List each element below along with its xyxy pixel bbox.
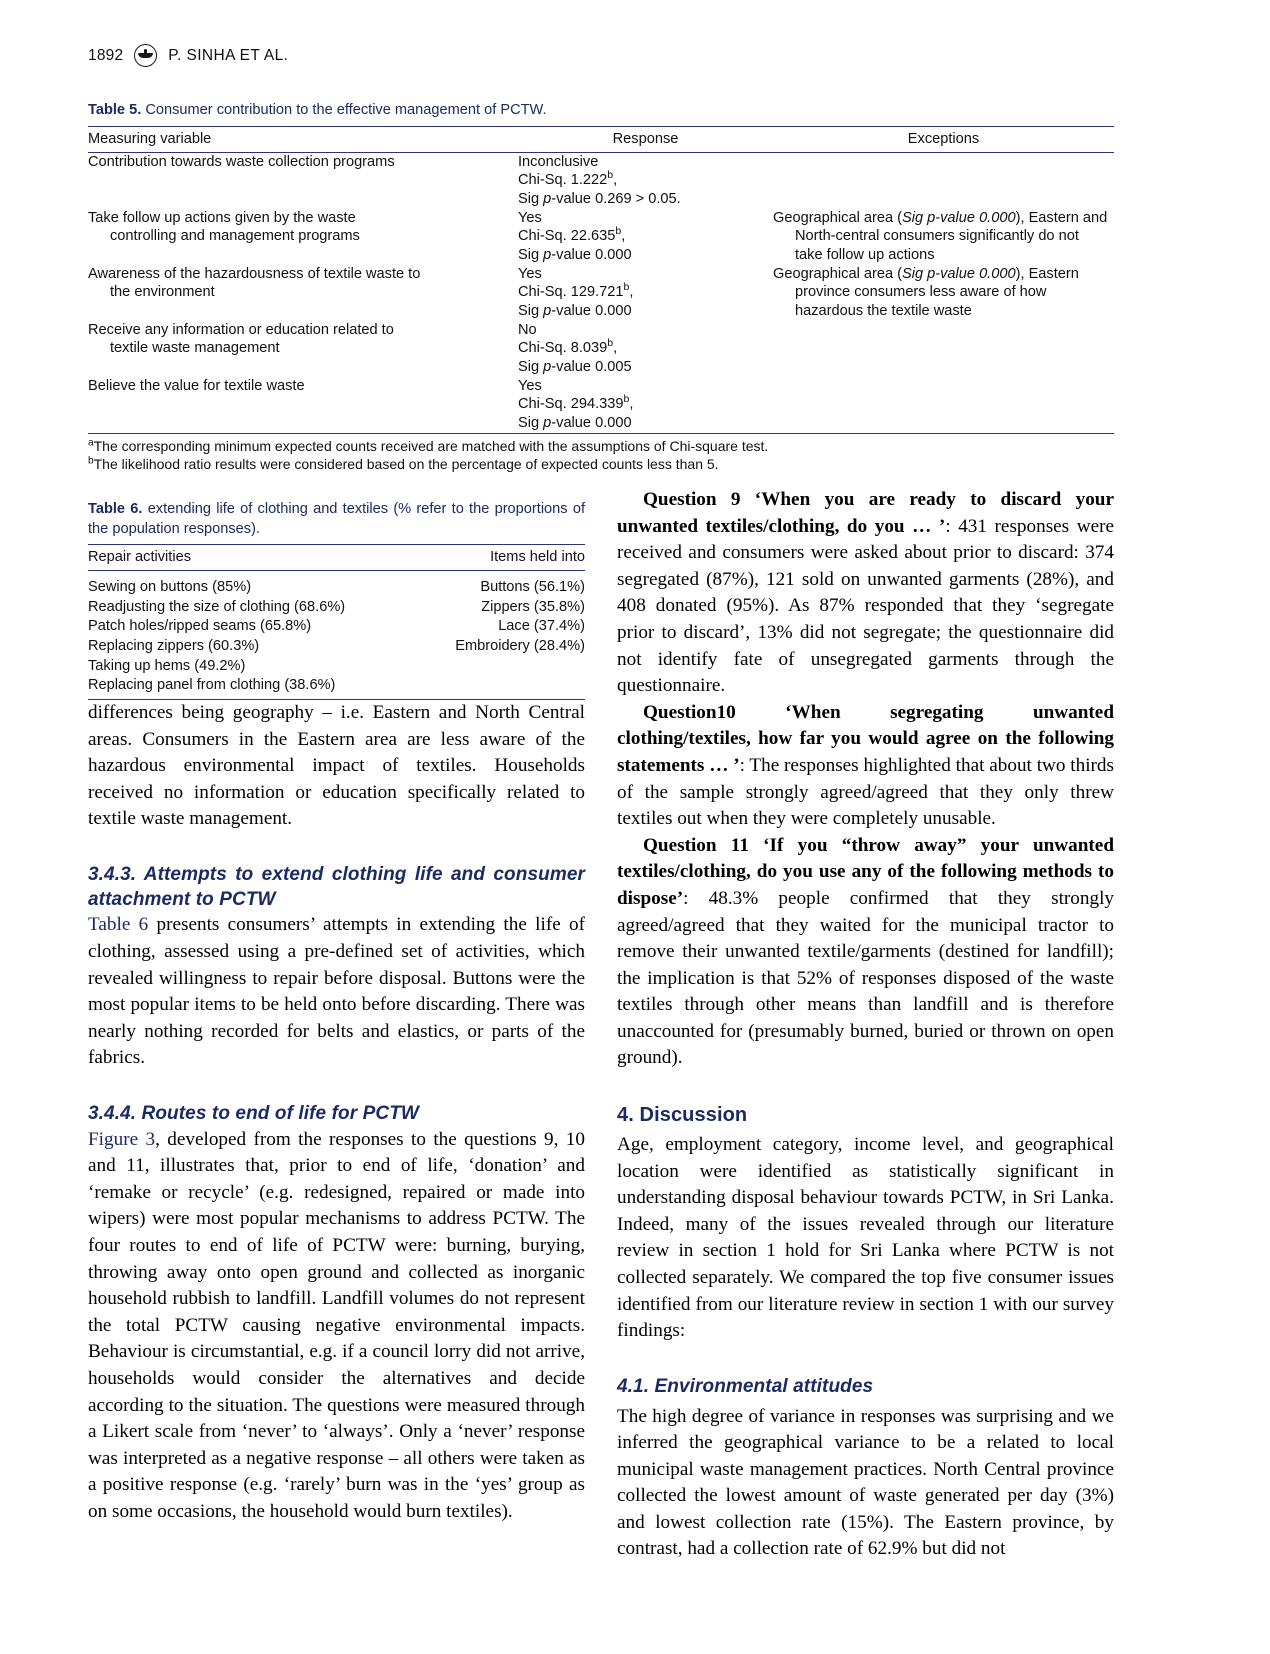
table-5-caption [88, 101, 1114, 121]
repair-activity: Patch holes/ripped seams (65.8%) [88, 618, 312, 635]
item-held-into [420, 656, 585, 676]
table-row [88, 637, 585, 657]
footnote-a-marker: a [88, 436, 94, 448]
paragraph-question-9 [617, 487, 1114, 700]
footnote-a [88, 437, 1114, 456]
response-value: Yes [518, 377, 542, 394]
table-6-caption-text: extending life of clothing and textiles (% refer to the proportions of the population responses). [88, 501, 586, 537]
table-5-exception-cell [773, 377, 1114, 433]
table-5-response-cell [518, 377, 773, 433]
footnote-b [88, 455, 1114, 474]
footnote-marker: b [615, 225, 622, 238]
heading-4-discussion: 4. Discussion [617, 1104, 748, 1127]
item-held-into: Buttons (56.1%) [480, 579, 585, 596]
repair-activity: Taking up hems (49.2%) [88, 657, 246, 674]
table-6-label: Table 6. [88, 501, 143, 517]
footnote-marker: b [623, 281, 630, 294]
response-sig: Sig p-value 0.000 [518, 302, 632, 319]
item-held-into [420, 676, 585, 699]
heading-3-4-3: 3.4.3. Attempts to extend clothing life and consumer attachment to PCTW [88, 863, 585, 910]
table-row [88, 377, 1114, 433]
response-chi-sq: Chi-Sq. 1.222$^b$, [518, 169, 618, 189]
paragraph-3-4-3 [88, 912, 585, 1072]
response-chi-sq: Chi-Sq. 8.039$^b$, [518, 337, 618, 357]
repair-activity: Sewing on buttons (85%) [88, 579, 252, 596]
table-5-exception-cell [773, 209, 1114, 265]
journal-logo-icon [134, 44, 157, 67]
running-head [88, 44, 288, 67]
footnote-marker: b [623, 393, 630, 406]
table-row [88, 265, 1114, 321]
table-5-variable-cell [88, 377, 518, 433]
item-held-into: Embroidery (28.4%) [455, 638, 585, 655]
table-5-response-cell [518, 265, 773, 321]
variable-line-2: controlling and management programs [110, 228, 360, 245]
response-value: Yes [518, 209, 542, 226]
table-row [88, 656, 585, 676]
exception-line-1: Geographical area (Sig p-value 0.000), Eastern [773, 265, 1079, 282]
question-9-text: : 431 responses were received and consumers were asked about prior to discard: 374 segregated (87%), 121 sold on unwanted garments (28%), and 408 donated (95%). As 87% responded that they ‘segregate prior to discard’, 13% did not segregate; the questionnaire did not identify fate of unsegregated garments through the questionnaire. [617, 515, 1114, 697]
table-row [88, 152, 1114, 209]
table-6-col-items-held-into: Items held into [420, 545, 585, 571]
footnote-b-marker: b [88, 455, 94, 467]
table-5-variable-cell [88, 265, 518, 321]
table-6-header-row [88, 545, 585, 571]
footnote-marker: b [607, 337, 614, 350]
question-9-label: Question 9 ‘When you are ready to discard your unwanted textiles/clothing, do you … ’ [617, 489, 1114, 537]
variable-line-1: Contribution towards waste collection programs [88, 153, 395, 170]
table-5-response-cell [518, 209, 773, 265]
page-number: 1892 [88, 46, 124, 64]
paragraph-discussion: Age, employment category, income level, and geographical location were identified as statistically significant in understanding disposal behaviour towards PCTW, in Sri Lanka. Indeed, many of the issues revealed through our literature review in section 1 hold for Sri Lanka where PCTW is not collected separately. We compared the top five consumer issues identified from our literature review in section 1 with our survey findings: [617, 1134, 1114, 1342]
footnote-a-text: The corresponding minimum expected counts received are matched with the assumptions of Chi-square test. [93, 437, 769, 454]
paragraph-3-4-4 [88, 1127, 585, 1526]
variable-line-1: Believe the value for textile waste [88, 377, 305, 394]
response-value: Yes [518, 265, 542, 282]
table-5-response-cell [518, 152, 773, 209]
exception-line-3: take follow up actions [795, 246, 935, 263]
table-row [88, 676, 585, 699]
response-value: Inconclusive [518, 153, 599, 170]
paragraph-3-4-4-text: , developed from the responses to the questions 9, 10 and 11, illustrates that, prior to end of life, ‘donation’ and ‘remake or recycle’ (e.g. redesigned, repaired or made into wipers) were most popular mechanisms to address PCTW. The four routes to end of life of PCTW were: burning, burying, throwing away onto open ground and collected as inorganic household rubbish to landfill. Landfill volumes do not represent the total PCTW causing negative environmental impacts. Behaviour is circumstantial, e.g. if a council lorry did not arrive, households would consider the alternatives and decide according to the situation. The questions were measured through a Likert scale from ‘never’ to ‘always’. Only a ‘never’ response was interpreted as a negative response – all others were taken as a positive response (e.g. ‘rarely’ burn was in the ‘yes’ group as on some occasions, the household would burn textiles). [88, 1128, 585, 1522]
table-row [88, 597, 585, 617]
paragraph-question-10 [617, 700, 1114, 833]
table-5-col-exceptions: Exceptions [773, 126, 1114, 152]
response-chi-sq: Chi-Sq. 129.721$^b$, [518, 281, 634, 301]
response-value: No [518, 321, 537, 338]
repair-activity: Replacing zippers (60.3%) [88, 638, 260, 655]
variable-line-2: the environment [110, 284, 215, 301]
body-column-right [617, 487, 1114, 1563]
heading-4-1: 4.1. Environmental attitudes [617, 1375, 874, 1397]
question-10-text: : The responses highlighted that about two thirds of the sample strongly agreed/agreed that they only threw textiles out when they were completely unusable. [617, 754, 1114, 830]
table-row [88, 571, 585, 598]
item-held-into: Lace (37.4%) [498, 618, 585, 635]
heading-3-4-4: 3.4.4. Routes to end of life for PCTW [88, 1102, 419, 1124]
table-5-exception-cell [773, 321, 1114, 377]
variable-line-1: Receive any information or education related to [88, 321, 394, 338]
exception-line-1: Geographical area (Sig p-value 0.000), Eastern and [773, 209, 1108, 226]
table-5-variable-cell [88, 152, 518, 209]
response-chi-sq: Chi-Sq. 294.339$^b$, [518, 393, 634, 413]
table-row [88, 321, 1114, 377]
table-5-response-cell [518, 321, 773, 377]
body-column-left [88, 700, 585, 1526]
response-sig: Sig p-value 0.000 [518, 246, 632, 263]
table-5 [88, 126, 1114, 433]
exception-line-2: North-central consumers significantly do not [795, 228, 1079, 245]
table-5-caption-text: Consumer contribution to the effective management of PCTW. [141, 102, 547, 118]
table-6-caption [88, 500, 585, 539]
paragraph-3-4-3-text: presents consumers’ attempts in extending the life of clothing, assessed using a pre-defined set of activities, which revealed willingness to repair before disposal. Buttons were the most popular items to be held onto before discarding. There was nearly nothing recorded for belts and elastics, or parts of the fabrics. [88, 914, 585, 1069]
table-6-col-repair-activities: Repair activities [88, 545, 420, 571]
table-row [88, 209, 1114, 265]
response-chi-sq: Chi-Sq. 22.635$^b$, [518, 225, 626, 245]
paragraph-question-11 [617, 833, 1114, 1072]
item-held-into: Zippers (35.8%) [481, 598, 585, 615]
xref-figure-3[interactable]: Figure 3 [88, 1128, 156, 1150]
table-5-header-row [88, 126, 1114, 152]
question-11-text: : 48.3% people confirmed that they strongly agreed/agreed that they waited for the municipal tractor to remove their unwanted textile/garments (destined for landfill); the implication is that 52% of responses disposed of the waste textiles through other means than landfill and is therefore unaccounted for (presumably burned, buried or thrown on open ground). [617, 887, 1114, 1069]
paragraph-4-1: The high degree of variance in responses was surprising and we inferred the geographical variance to be a related to local municipal waste management practices. North Central province collected the lowest amount of waste generated per day (3%) and lowest collection rate (15%). The Eastern province, by contrast, had a collection rate of 62.9% but did not [617, 1405, 1114, 1560]
table-6 [88, 544, 585, 699]
running-head-authors: P. SINHA ET AL. [168, 46, 289, 64]
repair-activity: Readjusting the size of clothing (68.6%) [88, 598, 346, 615]
table-5-col-response: Response [518, 126, 773, 152]
table-5-variable-cell [88, 321, 518, 377]
footnote-marker: b [607, 169, 614, 182]
repair-activity: Replacing panel from clothing (38.6%) [88, 677, 336, 694]
question-10-label: Question10 ‘When segregating unwanted clothing/textiles, how far you would agree on the following statements … ’ [617, 701, 1114, 776]
table-5-footnotes [88, 434, 1114, 475]
table-5-label: Table 5. [88, 102, 142, 118]
response-sig: Sig p-value 0.269 > 0.05. [518, 190, 681, 207]
paragraph-continued: differences being geography – i.e. Eastern and North Central areas. Consumers in the Eastern area are less aware of the hazardous environmental impact of textiles. Households received no information or education specifically related to textile waste management. [88, 702, 585, 830]
exception-line-3: hazardous the textile waste [795, 302, 972, 319]
variable-line-2: textile waste management [110, 340, 280, 357]
footnote-b-text: The likelihood ratio results were considered based on the percentage of expected counts less than 5. [93, 456, 719, 473]
exception-line-2: province consumers less aware of how [795, 284, 1047, 301]
table-6-container [88, 500, 585, 700]
table-5-col-measuring-variable: Measuring variable [88, 126, 518, 152]
table-row [88, 617, 585, 637]
question-11-label: Question 11 ‘If you “throw away” your unwanted textiles/clothing, do you use any of the following methods to dispose’ [617, 834, 1114, 909]
table-5-exception-cell [773, 152, 1114, 209]
response-sig: Sig p-value 0.005 [518, 358, 632, 375]
table-5-exception-cell [773, 265, 1114, 321]
table-5-container [88, 101, 1114, 474]
table-5-variable-cell [88, 209, 518, 265]
response-sig: Sig p-value 0.000 [518, 414, 632, 431]
xref-table-6[interactable]: Table 6 [88, 914, 149, 936]
variable-line-1: Take follow up actions given by the waste [88, 209, 356, 226]
variable-line-1: Awareness of the hazardousness of textile waste to [88, 265, 421, 282]
